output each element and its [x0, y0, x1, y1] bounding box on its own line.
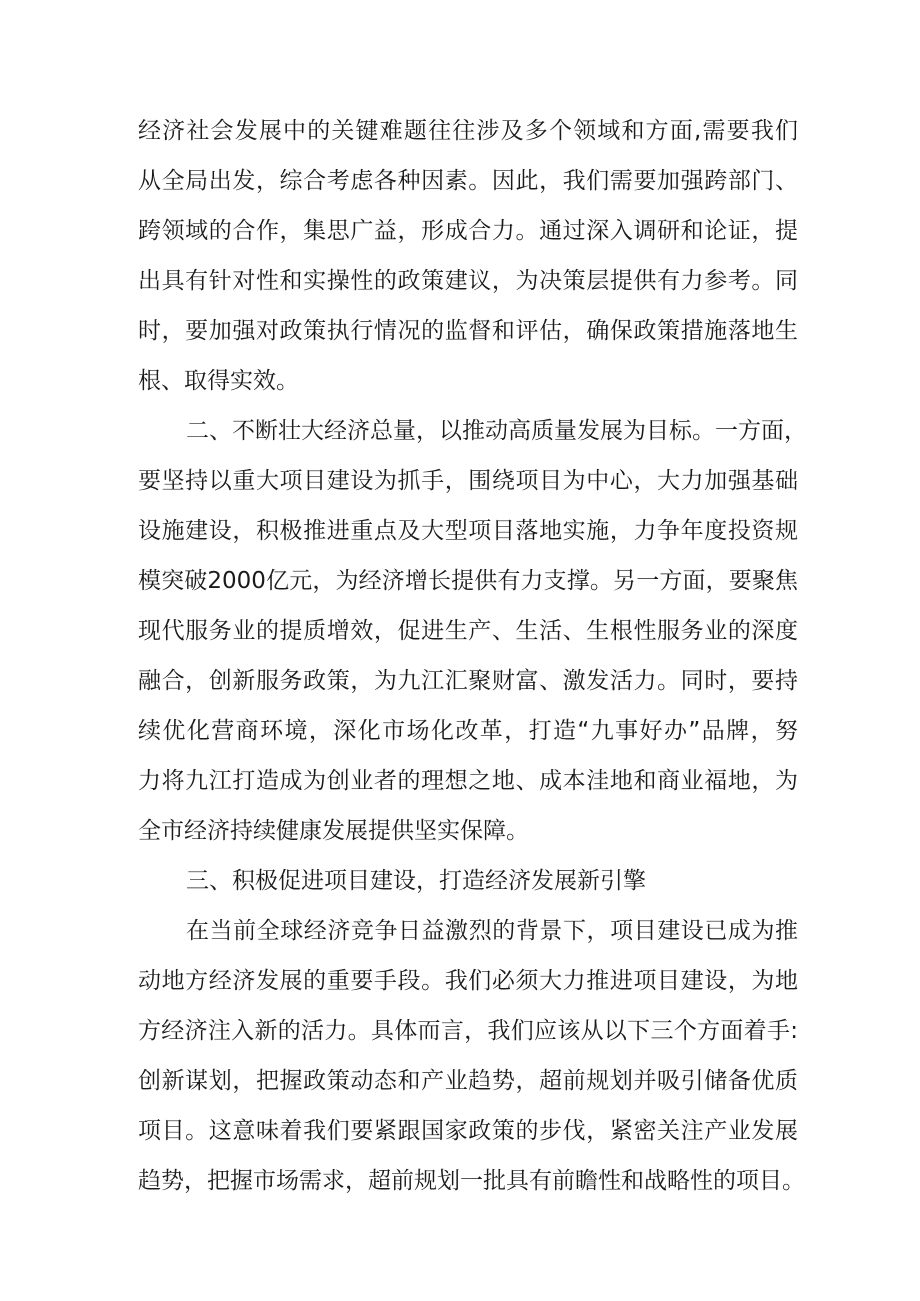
text-line: 要坚持以重大项目建设为抓手，围绕项目为中心，大力加强基础 [138, 468, 798, 494]
text-line: 现代服务业的提质增效，促进生产、生活、生根性服务业的深度 [138, 618, 798, 644]
text-line: 方经济注入新的活力。具体而言，我们应该从以下三个方面着手: [138, 1018, 798, 1044]
text-line: 趋势，把握市场需求，超前规划一批具有前瞻性和战略性的项目。 [138, 1168, 805, 1194]
text-line: 在当前全球经济竞争日益激烈的背景下，项目建设已成为推 [186, 918, 798, 944]
text-line: 根、取得实效。 [138, 368, 299, 394]
text-line: 创新谋划，把握政策动态和产业趋势，超前规划并吸引储备优质 [138, 1068, 798, 1094]
text-line: 三、积极促进项目建设，打造经济发展新引擎 [186, 868, 646, 894]
text-line: 融合，创新服务政策，为九江汇聚财富、激发活力。同时，要持 [138, 668, 798, 694]
text-line: 项目。这意味着我们要紧跟国家政策的步伐，紧密关注产业发展 [138, 1118, 798, 1144]
text-line: 续优化营商环境，深化市场化改革，打造“九事好办”品牌，努 [138, 718, 798, 744]
text-line: 动地方经济发展的重要手段。我们必须大力推进项目建设，为地 [138, 968, 798, 994]
text-line: 经济社会发展中的关键难题往往涉及多个领域和方面,需要我们 [138, 118, 798, 144]
text-line: 二、不断壮大经济总量，以推动高质量发展为目标。一方面， [186, 418, 807, 444]
text-line: 力将九江打造成为创业者的理想之地、成本洼地和商业福地，为 [138, 768, 798, 794]
text-line: 时，要加强对政策执行情况的监督和评估，确保政策措施落地生 [138, 318, 798, 344]
text-line: 出具有针对性和实操性的政策建议，为决策层提供有力参考。同 [138, 268, 798, 294]
text-line: 设施建设，积极推进重点及大型项目落地实施，力争年度投资规 [138, 518, 798, 544]
text-line: 跨领域的合作，集思广益，形成合力。通过深入调研和论证，提 [138, 218, 798, 244]
text-line: 从全局出发，综合考虑各种因素。因此，我们需要加强跨部门、 [138, 168, 798, 194]
text-line: 模突破2000亿元，为经济增长提供有力支撑。另一方面，要聚焦 [138, 568, 798, 594]
text-line: 全市经济持续健康发展提供坚实保障。 [138, 818, 529, 844]
